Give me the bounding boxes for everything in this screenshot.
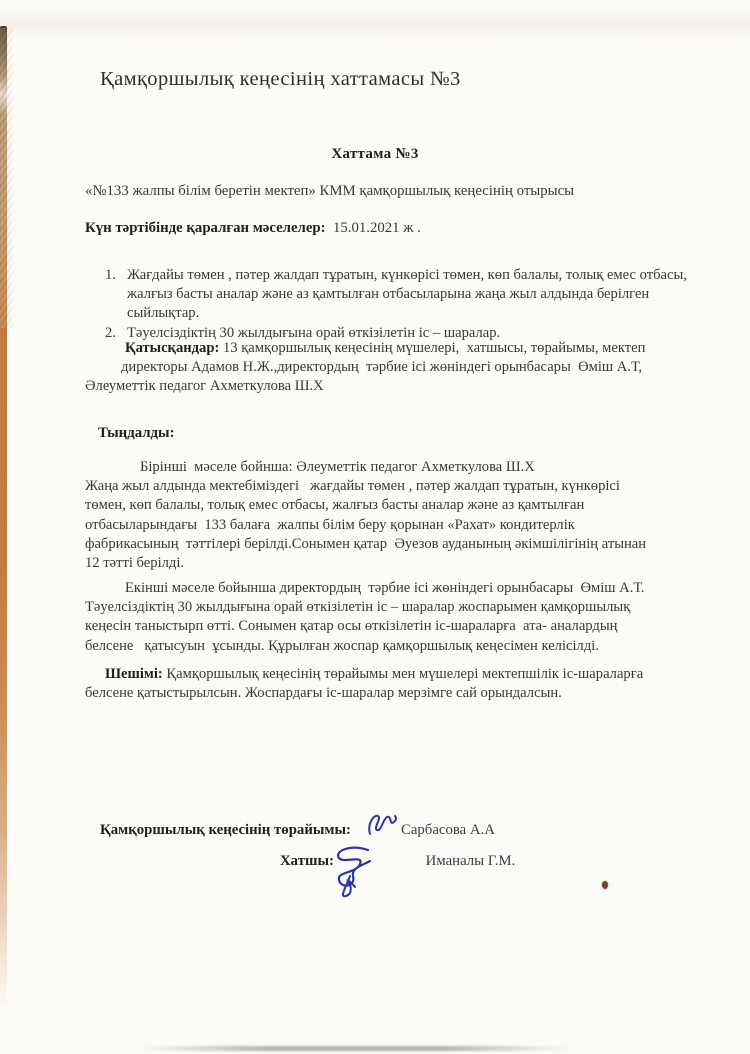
agenda-label: Күн тәртібінде қаралған мәселелер: bbox=[85, 220, 326, 236]
paragraph-line: 12 тәтті берілді. bbox=[85, 554, 185, 571]
paragraph-line: Жаңа жыл алдында мектебіміздегі жағдайы төмен , пәтер жалдап тұратын, күнкөрісі bbox=[85, 478, 620, 495]
decision-line: белсене қатыстырылсын. Жоспардағы іс-шаралар мерзімге сай орындалсын. bbox=[85, 685, 562, 702]
signature-row-chair bbox=[100, 815, 495, 845]
scan-bottom-shadow bbox=[140, 1046, 570, 1051]
agenda-item-number: 1. bbox=[105, 267, 116, 283]
participants-text: 13 қамқоршылық кеңесінің мүшелері, хатшысы, төрайымы, мектеп bbox=[219, 340, 646, 356]
paragraph-line: кеңесін таныстырп өтті. Сонымен қатар осы өткізілетін іс-шараларға ата- аналардың bbox=[85, 618, 618, 635]
participants-line: Әлеуметтік педагог Ахметкулова Ш.Х bbox=[85, 378, 324, 395]
paragraph-line: белсене қатысуын ұсынды. Құрылған жоспар қамқоршылық кеңесімен келісілді. bbox=[85, 637, 599, 654]
scan-texture-band bbox=[0, 8, 750, 38]
decision-paragraph bbox=[85, 665, 643, 703]
decision-text: Қамқоршылық кеңесінің төрайымы мен мүшелері мектепшілік іс-шараларға bbox=[162, 666, 644, 682]
agenda-date: 15.01.2021 ж . bbox=[325, 220, 421, 236]
second-issue-paragraph bbox=[85, 579, 644, 656]
paragraph-line: фабрикасының тәттілері берілді.Сонымен қатар Әуезов ауданының әкімшілігінің атынан bbox=[85, 535, 647, 552]
signature-scribble-icon bbox=[326, 843, 376, 901]
signature-name: Сарбасова А.А bbox=[400, 821, 495, 838]
participants-line bbox=[85, 339, 645, 358]
paragraph-line: Екінші мәселе бойынша директордың тәрбие ісі жөніндегі орынбасары Өміш А.Т. bbox=[125, 580, 645, 596]
participants-block bbox=[85, 339, 645, 397]
paragraph-line: Тәуелсіздіктің 30 жылдығына орай өткізілетін іс – шаралар жоспарымен қамқоршылық bbox=[85, 599, 631, 616]
participants-line: директоры Адамов Н.Ж.,директордың тәрбие ісі жөніндегі орынбасары Өміш А.Т, bbox=[121, 359, 643, 376]
decision-line bbox=[85, 665, 643, 684]
protocol-heading: Хаттама №3 bbox=[331, 146, 419, 162]
paragraph-line: төмен, көп балалы, толық емес отбасы, жалғыз басты аналар және аз қамтылған bbox=[85, 497, 585, 514]
signature-name: Иманалы Г.М. bbox=[425, 853, 516, 869]
signature-label: Қамқоршылық кеңесінің төрайымы: bbox=[100, 821, 351, 838]
ink-speck bbox=[602, 881, 608, 889]
paragraph-line: Бірінші мәселе бойнша: Әлеуметтік педагог Ахметкулова Ш.Х bbox=[140, 459, 535, 475]
document-title: Қамқоршылық кеңесінің хаттамасы №3 bbox=[100, 68, 461, 90]
first-issue-paragraph bbox=[85, 458, 646, 573]
agenda-item-number: 2. bbox=[105, 324, 116, 341]
signature-row-secretary bbox=[280, 853, 515, 883]
agenda-item-text: Тәуелсіздіктің 30 жылдығына орай өткізілетін іс – шаралар. bbox=[127, 324, 501, 341]
participants-label: Қатысқандар: bbox=[125, 340, 220, 356]
heard-heading: Тыңдалды: bbox=[98, 425, 175, 441]
meeting-subtitle: «№133 жалпы білім беретін мектеп» КММ қамқоршылық кеңесінің отырысы bbox=[85, 183, 575, 199]
paragraph-line: отбасыларындағы 133 балаға жалпы білім беру қорынан «Рахат» кондитерлік bbox=[85, 516, 575, 533]
signature-scribble-icon bbox=[365, 811, 399, 839]
paper-edge-strip bbox=[0, 26, 7, 1008]
signature-label: Хатшы: bbox=[280, 853, 334, 869]
agenda-list bbox=[105, 266, 690, 343]
agenda-line bbox=[85, 220, 421, 237]
agenda-item bbox=[105, 266, 690, 324]
agenda-item-text: Жағдайы төмен , пәтер жалдап тұратын, күнкөрісі төмен, көп балалы, толық емес отбасы, жалғыз басты аналар және аз қамтылған отбасыларына жаңа жыл алдында берілген сыйлықтар. bbox=[127, 267, 687, 322]
decision-label: Шешімі: bbox=[105, 666, 163, 682]
